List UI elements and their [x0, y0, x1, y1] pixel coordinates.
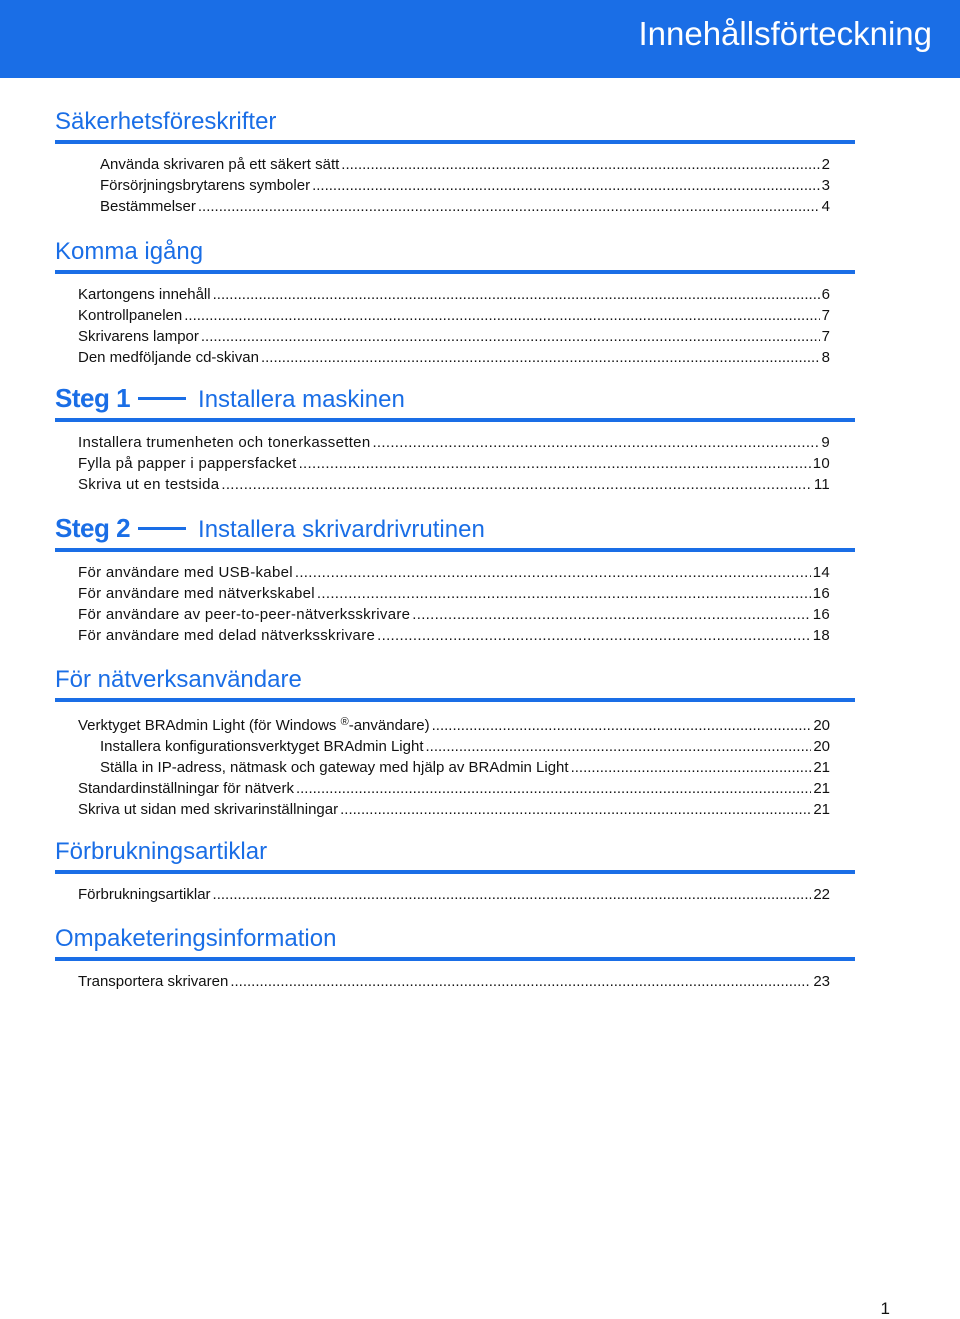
- section-title: Ompaketeringsinformation: [55, 925, 337, 952]
- toc-entry[interactable]: Kartongens innehåll ..... 6: [78, 284, 830, 305]
- toc-entry[interactable]: Kontrollpanelen ..... 7: [78, 305, 830, 326]
- section-steg-2: [55, 512, 855, 646]
- section-title: Komma igång: [55, 238, 204, 265]
- steg-label: Steg 1: [55, 383, 131, 413]
- steg-label: Steg 2: [55, 513, 131, 543]
- toc-entry[interactable]: Försörjningsbrytarens symboler ..... 3: [100, 175, 830, 196]
- toc-entry[interactable]: För användare av peer-to-peer-nätverksskrivare ..... 16: [78, 604, 830, 625]
- toc-entry[interactable]: För användare med USB-kabel ..... 14: [78, 562, 830, 583]
- section-for-natverksanvandare: [55, 662, 855, 820]
- toc-entry[interactable]: Skrivarens lampor ..... 7: [78, 326, 830, 347]
- section-ompaketeringsinformation: [55, 921, 855, 992]
- section-title: Installera skrivardrivrutinen: [198, 516, 485, 543]
- toc-entry[interactable]: Bestämmelser ..... 4: [100, 196, 830, 217]
- toc-entry[interactable]: Förbrukningsartiklar ..... 22: [78, 884, 830, 905]
- section-sakerhetsforeskrifter: [55, 104, 855, 217]
- toc-entry[interactable]: För användare med nätverkskabel ..... 16: [78, 583, 830, 604]
- toc-entry[interactable]: Transportera skrivaren ..... 23: [78, 971, 830, 992]
- toc-entry[interactable]: Använda skrivaren på ett säkert sätt ..... 2: [100, 154, 830, 175]
- header-bar: [0, 0, 960, 78]
- section-steg-1: [55, 382, 855, 495]
- page-number: 1: [880, 1299, 890, 1318]
- section-komma-igang: [55, 234, 855, 368]
- section-title: Säkerhetsföreskrifter: [55, 108, 277, 135]
- steg-dash: [138, 527, 186, 530]
- toc-entry[interactable]: Installera trumenheten och tonerkassetten ..... 9: [78, 432, 830, 453]
- toc-entry[interactable]: Skriva ut sidan med skrivarinställningar ..... 21: [78, 799, 830, 820]
- section-title: Installera maskinen: [198, 386, 405, 413]
- toc-entry[interactable]: För användare med delad nätverksskrivare ..... 18: [78, 625, 830, 646]
- section-forbrukningsartiklar: [55, 834, 855, 905]
- toc-entry[interactable]: Den medföljande cd-skivan ..... 8: [78, 347, 830, 368]
- section-title: För nätverksanvändare: [55, 666, 302, 693]
- toc-entry[interactable]: Fylla på papper i pappersfacket ..... 10: [78, 453, 830, 474]
- toc-entry[interactable]: Standardinställningar för nätverk ..... 21: [78, 778, 830, 799]
- toc-entry[interactable]: Ställa in IP-adress, nätmask och gateway med hjälp av BRAdmin Light ..... 21: [100, 757, 830, 778]
- page-title: Innehållsförteckning: [638, 15, 932, 52]
- toc-entry[interactable]: Installera konfigurationsverktyget BRAdmin Light ..... 20: [100, 736, 830, 757]
- steg-dash: [138, 397, 186, 400]
- section-title: Förbrukningsartiklar: [55, 838, 268, 865]
- toc-entry[interactable]: Verktyget BRAdmin Light (för Windows ®-användare) ..... 20: [78, 712, 830, 736]
- toc-entry[interactable]: Skriva ut en testsida ..... 11: [78, 474, 830, 495]
